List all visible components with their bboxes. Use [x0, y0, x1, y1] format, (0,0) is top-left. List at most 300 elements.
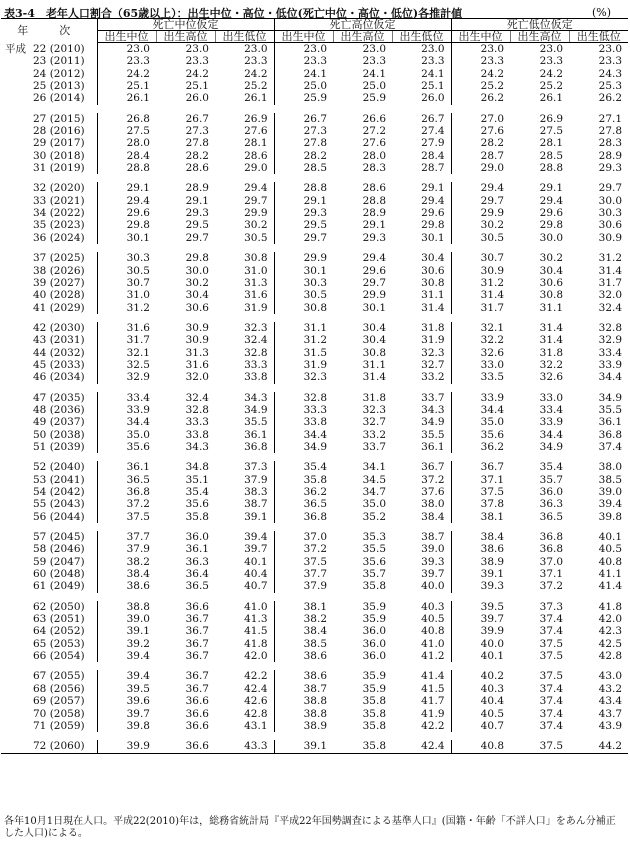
sub-header-birth-medium: 出生中位 — [97, 31, 156, 43]
value-cell: 38.3 — [244, 486, 268, 498]
value-cell: 41.2 — [421, 650, 445, 663]
table-row — [1, 232, 628, 244]
table-row — [1, 670, 628, 682]
value-cell: 40.1 — [244, 555, 268, 568]
value-cell: 31.4 — [539, 334, 564, 347]
value-cell: 24.2 — [451, 68, 510, 80]
year-cell — [1, 568, 97, 580]
table-row — [1, 150, 628, 162]
value-cell: 37.5 — [539, 670, 564, 683]
value-cell: 35.4 — [274, 461, 333, 473]
year-cell — [1, 277, 97, 289]
value-cell: 40.2 — [451, 670, 510, 682]
year-label: 70 (2058) — [33, 707, 85, 720]
value-cell: 25.2 — [244, 80, 268, 93]
value-cell: 31.6 — [244, 289, 268, 302]
year-label: 63 (2051) — [33, 613, 85, 626]
value-cell: 25.9 — [274, 92, 333, 104]
year-label: 47 (2035) — [33, 391, 85, 404]
table-row — [1, 182, 628, 194]
value-cell: 35.5 — [244, 416, 268, 429]
value-cell: 36.1 — [598, 416, 623, 429]
year-column-header: 年 次 — [1, 19, 97, 43]
value-cell: 37.2 — [421, 473, 445, 486]
value-cell: 35.8 — [362, 580, 387, 593]
value-cell: 30.8 — [539, 289, 564, 302]
value-cell: 30.0 — [185, 264, 209, 277]
value-cell: 36.1 — [97, 461, 156, 473]
table-row — [1, 461, 628, 473]
value-cell: 23.3 — [274, 55, 333, 67]
value-cell: 36.6 — [185, 719, 209, 732]
value-cell: 41.0 — [421, 637, 445, 650]
value-cell: 33.0 — [451, 359, 510, 371]
value-cell: 35.8 — [362, 695, 387, 708]
data-table — [1, 18, 628, 754]
value-cell: 24.2 — [244, 67, 268, 80]
value-cell: 30.6 — [185, 301, 209, 314]
year-label: 65 (2053) — [33, 637, 85, 650]
year-cell — [1, 498, 97, 510]
value-cell: 36.7 — [185, 682, 209, 695]
value-cell: 37.1 — [451, 474, 510, 486]
value-cell: 36.6 — [185, 600, 209, 613]
value-cell: 36.1 — [244, 428, 268, 441]
value-cell: 38.0 — [421, 498, 445, 511]
value-cell: 40.3 — [421, 600, 445, 613]
sub-header-birth-high: 出生高位 — [333, 31, 392, 43]
value-cell: 42.8 — [598, 650, 623, 663]
value-cell: 38.7 — [421, 531, 445, 544]
table-row — [1, 486, 628, 498]
table-row — [1, 289, 628, 301]
value-cell: 29.0 — [244, 162, 268, 175]
year-label: 49 (2037) — [33, 416, 85, 429]
value-cell: 36.7 — [185, 670, 209, 683]
year-cell — [1, 113, 97, 125]
year-cell — [1, 683, 97, 695]
table-row — [1, 683, 628, 695]
value-cell: 31.1 — [539, 301, 564, 314]
value-cell: 33.7 — [421, 391, 445, 404]
value-cell: 29.6 — [421, 207, 445, 220]
era-label: 平成 — [5, 42, 26, 55]
table-row — [1, 195, 628, 207]
year-cell — [1, 404, 97, 416]
value-cell: 34.9 — [244, 403, 268, 416]
year-cell — [1, 334, 97, 346]
table-row — [1, 531, 628, 543]
value-cell: 38.6 — [274, 670, 333, 682]
year-label: 32 (2020) — [33, 182, 85, 195]
value-cell: 38.8 — [274, 695, 333, 707]
value-cell: 34.1 — [362, 461, 387, 474]
year-label: 35 (2023) — [33, 219, 85, 232]
year-cell — [1, 531, 97, 543]
value-cell: 30.6 — [421, 264, 445, 277]
value-cell: 23.0 — [244, 43, 268, 55]
value-cell: 33.3 — [185, 416, 209, 429]
value-cell: 31.4 — [362, 371, 387, 384]
table-row — [1, 474, 628, 486]
value-cell: 32.1 — [97, 347, 156, 359]
value-cell: 24.2 — [97, 68, 156, 80]
value-cell: 27.5 — [539, 125, 564, 138]
value-cell: 43.7 — [598, 707, 623, 720]
value-cell: 39.9 — [451, 625, 510, 637]
value-cell: 30.8 — [421, 276, 445, 289]
value-cell: 33.8 — [244, 371, 268, 384]
value-cell: 37.2 — [97, 498, 156, 510]
value-cell: 27.3 — [185, 125, 209, 138]
value-cell: 33.4 — [97, 392, 156, 404]
year-label: 25 (2013) — [33, 80, 85, 93]
value-cell: 28.8 — [97, 162, 156, 174]
year-label: 23 (2011) — [33, 55, 85, 68]
value-cell: 34.8 — [185, 461, 209, 474]
value-cell: 28.1 — [539, 137, 564, 150]
table-row — [1, 322, 628, 334]
value-cell: 38.2 — [97, 556, 156, 568]
value-cell: 37.8 — [451, 498, 510, 510]
value-cell: 41.4 — [598, 580, 623, 593]
group-header-mortality-low: 死亡低位仮定 — [451, 19, 628, 31]
value-cell: 31.9 — [421, 334, 445, 347]
value-cell: 37.5 — [97, 511, 156, 523]
year-cell — [1, 543, 97, 555]
value-cell: 40.8 — [598, 555, 623, 568]
value-cell: 39.4 — [97, 650, 156, 662]
value-cell: 39.6 — [97, 695, 156, 707]
value-cell: 33.8 — [185, 428, 209, 441]
year-cell — [1, 670, 97, 682]
value-cell: 28.2 — [274, 150, 333, 162]
value-cell: 25.1 — [185, 80, 209, 93]
year-cell — [1, 252, 97, 264]
value-cell: 42.3 — [598, 625, 623, 638]
value-cell: 27.5 — [97, 125, 156, 137]
value-cell: 37.5 — [451, 486, 510, 498]
value-cell: 40.4 — [451, 695, 510, 707]
value-cell: 31.4 — [451, 289, 510, 301]
value-cell: 26.6 — [362, 112, 387, 125]
value-cell: 40.7 — [244, 580, 268, 593]
value-cell: 29.3 — [274, 207, 333, 219]
value-cell: 36.0 — [539, 486, 564, 498]
value-cell: 38.9 — [451, 556, 510, 568]
table-row — [1, 498, 628, 510]
value-cell: 29.9 — [244, 207, 268, 220]
value-cell: 27.1 — [598, 112, 623, 125]
value-cell: 35.8 — [362, 707, 387, 720]
table-row — [1, 638, 628, 650]
value-cell: 38.0 — [598, 461, 623, 474]
value-cell: 39.3 — [451, 580, 510, 592]
value-cell: 28.5 — [539, 149, 564, 162]
value-cell: 30.9 — [451, 265, 510, 277]
value-cell: 33.9 — [539, 416, 564, 429]
value-cell: 37.3 — [539, 600, 564, 613]
value-cell: 30.2 — [539, 252, 564, 265]
year-label: 31 (2019) — [33, 162, 85, 175]
value-cell: 35.9 — [362, 600, 387, 613]
value-cell: 24.1 — [421, 67, 445, 80]
year-label: 69 (2057) — [33, 695, 85, 708]
value-cell: 32.4 — [598, 301, 623, 314]
value-cell: 37.9 — [274, 580, 333, 592]
value-cell: 31.4 — [539, 321, 564, 334]
value-cell: 36.3 — [185, 555, 209, 568]
value-cell: 37.3 — [244, 461, 268, 474]
table-row — [1, 219, 628, 231]
value-cell: 42.6 — [244, 695, 268, 708]
value-cell: 39.7 — [97, 708, 156, 720]
value-cell: 30.4 — [421, 252, 445, 265]
value-cell: 25.9 — [362, 92, 387, 105]
value-cell: 34.9 — [274, 441, 333, 453]
value-cell: 33.5 — [451, 371, 510, 383]
year-label: 40 (2028) — [33, 289, 85, 302]
value-cell: 36.8 — [244, 440, 268, 453]
value-cell: 31.1 — [362, 358, 387, 371]
value-cell: 29.1 — [185, 194, 209, 207]
value-cell: 32.2 — [451, 334, 510, 346]
value-cell: 42.0 — [244, 650, 268, 663]
group-spacer — [1, 384, 628, 392]
value-cell: 38.2 — [274, 613, 333, 625]
value-cell: 32.7 — [362, 416, 387, 429]
value-cell: 30.4 — [362, 334, 387, 347]
value-cell: 23.0 — [97, 43, 156, 56]
value-cell: 31.0 — [97, 289, 156, 301]
value-cell: 32.8 — [598, 321, 623, 334]
year-cell — [1, 580, 97, 592]
sub-header-birth-low: 出生低位 — [569, 31, 628, 43]
value-cell: 26.1 — [539, 92, 564, 105]
value-cell: 36.4 — [185, 568, 209, 581]
value-cell: 30.3 — [274, 277, 333, 289]
value-cell: 36.5 — [274, 498, 333, 510]
value-cell: 40.0 — [421, 580, 445, 593]
value-cell: 37.4 — [539, 719, 564, 732]
table-row — [1, 708, 628, 720]
value-cell: 34.9 — [598, 391, 623, 404]
value-cell: 39.1 — [451, 568, 510, 580]
table-row — [1, 252, 628, 264]
value-cell: 39.1 — [274, 740, 333, 753]
value-cell: 27.3 — [274, 125, 333, 137]
year-cell — [1, 137, 97, 149]
value-cell: 36.8 — [539, 543, 564, 556]
value-cell: 25.1 — [97, 80, 156, 92]
value-cell: 23.0 — [539, 43, 564, 55]
value-cell: 39.5 — [451, 601, 510, 613]
value-cell: 40.8 — [421, 625, 445, 638]
value-cell: 38.5 — [274, 638, 333, 650]
value-cell: 37.7 — [97, 531, 156, 543]
year-label: 27 (2015) — [33, 112, 85, 125]
value-cell: 25.3 — [598, 80, 623, 93]
table-row — [1, 68, 628, 80]
value-cell: 40.1 — [598, 531, 623, 544]
value-cell: 29.9 — [451, 207, 510, 219]
value-cell: 39.4 — [97, 670, 156, 682]
year-label: 28 (2016) — [33, 125, 85, 138]
year-cell — [1, 92, 97, 104]
value-cell: 31.6 — [97, 322, 156, 334]
year-label: 59 (2047) — [33, 555, 85, 568]
value-cell: 35.5 — [598, 403, 623, 416]
group-header-mortality-medium: 死亡中位仮定 — [97, 19, 274, 31]
value-cell: 23.3 — [185, 55, 209, 68]
value-cell: 36.5 — [185, 580, 209, 593]
year-cell — [1, 429, 97, 441]
year-cell — [1, 302, 97, 314]
value-cell: 32.3 — [362, 403, 387, 416]
value-cell: 38.6 — [451, 543, 510, 555]
value-cell: 24.1 — [362, 67, 387, 80]
value-cell: 31.3 — [185, 346, 209, 359]
group-spacer — [1, 662, 628, 670]
value-cell: 28.6 — [185, 162, 209, 175]
value-cell: 32.0 — [598, 289, 623, 302]
value-cell: 34.3 — [244, 391, 268, 404]
year-cell — [1, 695, 97, 707]
value-cell: 36.7 — [185, 650, 209, 663]
value-cell: 29.7 — [362, 276, 387, 289]
year-label: 64 (2052) — [33, 625, 85, 638]
value-cell: 39.4 — [598, 498, 623, 511]
value-cell: 35.3 — [362, 531, 387, 544]
value-cell: 43.0 — [598, 670, 623, 683]
value-cell: 28.7 — [451, 150, 510, 162]
value-cell: 35.6 — [451, 429, 510, 441]
value-cell: 25.2 — [539, 80, 564, 93]
year-label: 30 (2018) — [33, 149, 85, 162]
table-row — [1, 207, 628, 219]
value-cell: 33.4 — [598, 346, 623, 359]
value-cell: 43.3 — [215, 740, 274, 753]
value-cell: 32.0 — [185, 371, 209, 384]
year-cell — [1, 265, 97, 277]
value-cell: 31.1 — [421, 289, 445, 302]
year-cell — [1, 347, 97, 359]
value-cell: 28.9 — [598, 149, 623, 162]
value-cell: 33.9 — [97, 404, 156, 416]
value-cell: 38.6 — [97, 580, 156, 592]
year-cell — [1, 289, 97, 301]
year-cell — [1, 601, 97, 613]
table-row — [1, 302, 628, 314]
value-cell: 33.2 — [362, 428, 387, 441]
value-cell: 29.7 — [244, 194, 268, 207]
value-cell: 35.9 — [362, 613, 387, 626]
value-cell: 35.0 — [97, 429, 156, 441]
value-cell: 29.1 — [274, 195, 333, 207]
year-label: 48 (2036) — [33, 403, 85, 416]
value-cell: 43.2 — [598, 682, 623, 695]
value-cell: 31.7 — [97, 334, 156, 346]
value-cell: 28.6 — [244, 149, 268, 162]
value-cell: 26.0 — [421, 92, 445, 105]
value-cell: 36.7 — [421, 461, 445, 474]
value-cell: 35.8 — [274, 474, 333, 486]
value-cell: 35.6 — [362, 555, 387, 568]
value-cell: 34.9 — [421, 416, 445, 429]
table-row — [1, 580, 628, 592]
value-cell: 28.4 — [421, 149, 445, 162]
value-cell: 29.7 — [185, 231, 209, 244]
value-cell: 29.7 — [598, 182, 623, 195]
value-cell: 39.7 — [451, 613, 510, 625]
value-cell: 29.1 — [362, 219, 387, 232]
value-cell: 32.3 — [421, 346, 445, 359]
value-cell: 35.8 — [333, 740, 392, 753]
value-cell: 36.7 — [451, 461, 510, 473]
value-cell: 43.9 — [598, 719, 623, 732]
value-cell: 38.1 — [274, 601, 333, 613]
value-cell: 35.9 — [362, 670, 387, 683]
value-cell: 30.8 — [274, 302, 333, 314]
value-cell: 32.3 — [274, 371, 333, 383]
year-cell — [1, 207, 97, 219]
value-cell: 34.3 — [185, 440, 209, 453]
year-label: 71 (2059) — [33, 719, 85, 732]
value-cell: 34.4 — [97, 416, 156, 428]
year-label: 44 (2032) — [33, 346, 85, 359]
value-cell: 30.5 — [97, 265, 156, 277]
value-cell: 37.9 — [244, 473, 268, 486]
value-cell: 28.6 — [362, 182, 387, 195]
value-cell: 30.0 — [539, 231, 564, 244]
year-label: 56 (2044) — [33, 510, 85, 523]
value-cell: 37.1 — [539, 568, 564, 581]
value-cell: 37.4 — [598, 440, 623, 453]
table-row — [1, 720, 628, 732]
value-cell: 33.3 — [274, 404, 333, 416]
year-cell — [1, 416, 97, 428]
value-cell: 29.3 — [598, 162, 623, 175]
year-cell — [1, 720, 97, 732]
value-cell: 30.2 — [185, 276, 209, 289]
value-cell: 29.4 — [97, 195, 156, 207]
value-cell: 40.1 — [451, 650, 510, 662]
value-cell: 30.7 — [451, 252, 510, 264]
value-cell: 26.0 — [185, 92, 209, 105]
value-cell: 42.2 — [421, 719, 445, 732]
value-cell: 29.7 — [451, 195, 510, 207]
table-row — [1, 43, 628, 56]
group-spacer — [1, 174, 628, 182]
value-cell: 23.0 — [421, 43, 445, 55]
value-cell: 36.5 — [97, 474, 156, 486]
value-cell: 27.6 — [244, 125, 268, 138]
year-cell — [1, 461, 97, 473]
value-cell: 38.4 — [451, 531, 510, 543]
value-cell: 32.3 — [244, 321, 268, 334]
value-cell: 23.0 — [451, 43, 510, 56]
year-cell — [1, 613, 97, 625]
year-cell — [1, 219, 97, 231]
value-cell: 27.4 — [421, 125, 445, 138]
value-cell: 41.1 — [598, 568, 623, 581]
value-cell: 38.1 — [451, 511, 510, 523]
value-cell: 27.8 — [185, 137, 209, 150]
value-cell: 39.1 — [97, 625, 156, 637]
year-label: 60 (2048) — [33, 568, 85, 581]
unit-label: (%) — [592, 6, 612, 19]
value-cell: 39.5 — [97, 683, 156, 695]
